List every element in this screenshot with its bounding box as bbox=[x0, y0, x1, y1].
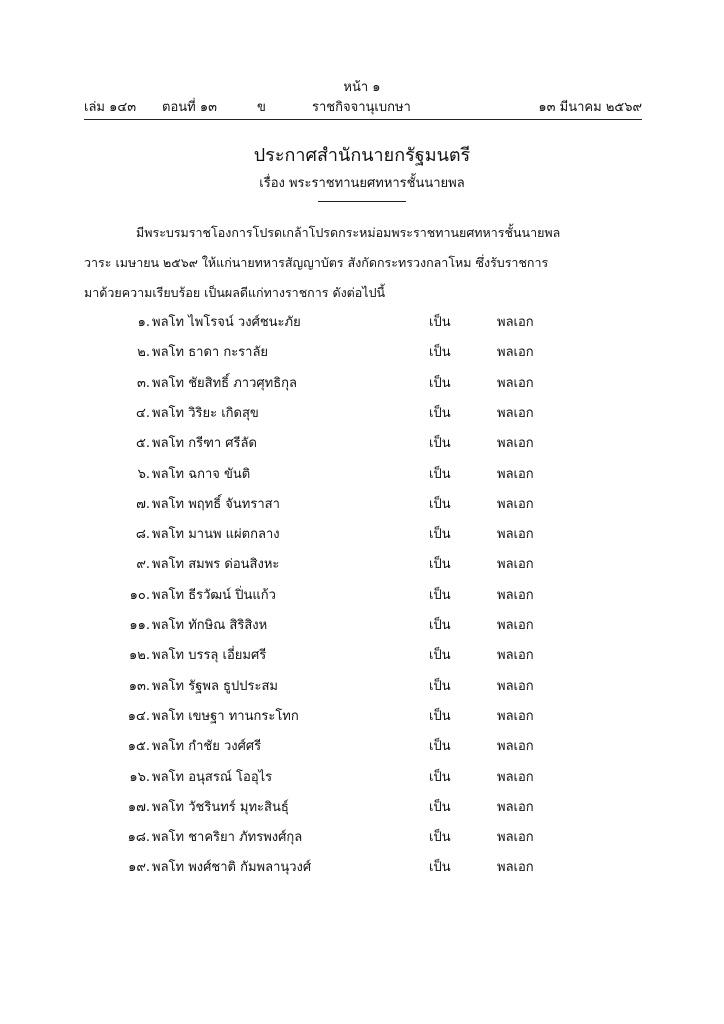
page-number: หน้า ๑ bbox=[343, 80, 381, 95]
item-number: ๗. bbox=[136, 497, 150, 512]
new-rank: พลเอก bbox=[497, 406, 534, 421]
promotion-row bbox=[0, 341, 724, 365]
new-rank: พลเอก bbox=[497, 376, 534, 391]
officer-name: พลโท วัชรินทร์ มุทะสินธุ์ bbox=[152, 800, 289, 815]
officer-name: พลโท อนุสรณ์ โออุไร bbox=[152, 770, 273, 785]
new-rank: พลเอก bbox=[497, 618, 534, 633]
new-rank: พลเอก bbox=[497, 527, 534, 542]
item-number: ๑๘. bbox=[127, 830, 150, 845]
to-become-label: เป็น bbox=[429, 648, 451, 663]
officer-name: พลโท วิริยะ เกิดสุข bbox=[152, 406, 259, 421]
officer-name: พลโท สมพร ด่อนสิงหะ bbox=[152, 557, 280, 572]
new-rank: พลเอก bbox=[497, 436, 534, 451]
item-number: ๑๒. bbox=[129, 648, 150, 663]
item-number: ๓. bbox=[136, 376, 150, 391]
item-number: ๕. bbox=[136, 436, 150, 451]
to-become-label: เป็น bbox=[429, 406, 451, 421]
officer-name: พลโท มานพ แผ่ตกลาง bbox=[152, 527, 280, 542]
item-number: ๑. bbox=[137, 315, 150, 330]
new-rank: พลเอก bbox=[497, 679, 534, 694]
item-number: ๘. bbox=[135, 527, 150, 542]
promotion-row bbox=[0, 311, 724, 335]
to-become-label: เป็น bbox=[429, 800, 451, 815]
officer-name: พลโท ชาคริยา ภัทรพงศ์กุล bbox=[152, 830, 303, 845]
promotion-row bbox=[0, 584, 724, 608]
officer-name: พลโท กรีฑา ศรีลัด bbox=[152, 436, 257, 451]
to-become-label: เป็น bbox=[429, 588, 451, 603]
item-number: ๖. bbox=[137, 467, 150, 482]
item-number: ๑๓. bbox=[128, 679, 150, 694]
promotion-row bbox=[0, 402, 724, 426]
officer-name: พลโท เขษฐา ทานกระโทก bbox=[152, 709, 299, 724]
header-divider bbox=[84, 119, 642, 120]
item-number: ๑๙. bbox=[128, 860, 150, 875]
item-number: ๑๐. bbox=[129, 588, 150, 603]
officer-name: พลโท ชัยสิทธิ์ ภาวศุทธิกุล bbox=[152, 376, 297, 391]
officer-name: พลโท ทักษิณ สิริสิงห bbox=[152, 618, 268, 633]
item-number: ๙. bbox=[136, 557, 150, 572]
gazette-header bbox=[84, 96, 642, 118]
new-rank: พลเอก bbox=[497, 830, 534, 845]
new-rank: พลเอก bbox=[497, 467, 534, 482]
to-become-label: เป็น bbox=[429, 527, 451, 542]
new-rank: พลเอก bbox=[497, 557, 534, 572]
to-become-label: เป็น bbox=[429, 497, 451, 512]
promotion-row bbox=[0, 766, 724, 790]
to-become-label: เป็น bbox=[429, 739, 451, 754]
officer-name: พลโท กำชัย วงศ์ศรี bbox=[152, 739, 262, 754]
body-line: วาระ เมษายน ๒๕๖๙ ให้แก่นายทหารสัญญาบัตร สังกัดกระทรวงกลาโหม ซึ่งรับราชการ bbox=[84, 255, 549, 270]
new-rank: พลเอก bbox=[497, 860, 534, 875]
to-become-label: เป็น bbox=[429, 618, 451, 633]
promotion-row bbox=[0, 856, 724, 880]
new-rank: พลเอก bbox=[497, 709, 534, 724]
publication-date: ๑๓ มีนาคม ๒๕๖๙ bbox=[538, 100, 642, 115]
new-rank: พลเอก bbox=[497, 345, 534, 360]
to-become-label: เป็น bbox=[429, 557, 451, 572]
new-rank: พลเอก bbox=[497, 800, 534, 815]
to-become-label: เป็น bbox=[429, 709, 451, 724]
to-become-label: เป็น bbox=[429, 679, 451, 694]
officer-name: พลโท รัฐพล ธูปประสม bbox=[152, 679, 278, 694]
new-rank: พลเอก bbox=[497, 315, 534, 330]
body-line: มาด้วยความเรียบร้อย เป็นผลดีแก่ทางราชการ ดังต่อไปนี้ bbox=[84, 285, 386, 300]
item-number: ๑๔. bbox=[127, 709, 150, 724]
new-rank: พลเอก bbox=[497, 770, 534, 785]
promotion-row bbox=[0, 553, 724, 577]
officer-name: พลโท พฤทธิ์ จันทราสา bbox=[152, 497, 280, 512]
to-become-label: เป็น bbox=[429, 345, 451, 360]
promotion-row bbox=[0, 372, 724, 396]
promotion-row bbox=[0, 796, 724, 820]
to-become-label: เป็น bbox=[429, 376, 451, 391]
promotion-row bbox=[0, 735, 724, 759]
promotion-row bbox=[0, 463, 724, 487]
officer-name: พลโท ธาดา กะราลัย bbox=[152, 345, 269, 360]
promotion-row bbox=[0, 826, 724, 850]
announcement-subject: เรื่อง พระราชทานยศทหารชั้นนายพล bbox=[259, 176, 465, 191]
section-label: ข bbox=[257, 100, 266, 115]
volume-label: เล่ม ๑๔๓ bbox=[84, 100, 137, 115]
officer-name: พลโท ธีรวัฒน์ ปิ่นแก้ว bbox=[152, 588, 276, 603]
promotion-row bbox=[0, 523, 724, 547]
item-number: ๑๗. bbox=[127, 800, 150, 815]
officer-name: พลโท พงศ์ชาติ กัมพลานุวงศ์ bbox=[152, 860, 312, 875]
announcement-body bbox=[84, 218, 642, 308]
to-become-label: เป็น bbox=[429, 436, 451, 451]
to-become-label: เป็น bbox=[429, 830, 451, 845]
body-line: มีพระบรมราชโองการโปรดเกล้าโปรดกระหม่อมพระราชทานยศทหารชั้นนายพล bbox=[136, 225, 561, 240]
promotion-row bbox=[0, 432, 724, 456]
new-rank: พลเอก bbox=[497, 648, 534, 663]
announcement-title: ประกาศสำนักนายกรัฐมนตรี bbox=[253, 145, 471, 166]
promotion-row bbox=[0, 675, 724, 699]
to-become-label: เป็น bbox=[429, 467, 451, 482]
item-number: ๔. bbox=[136, 406, 150, 421]
item-number: ๒. bbox=[137, 345, 150, 360]
to-become-label: เป็น bbox=[429, 770, 451, 785]
to-become-label: เป็น bbox=[429, 860, 451, 875]
item-number: ๑๖. bbox=[129, 770, 150, 785]
new-rank: พลเอก bbox=[497, 588, 534, 603]
to-become-label: เป็น bbox=[429, 315, 451, 330]
officer-name: พลโท ไพโรจน์ วงศ์ชนะภัย bbox=[152, 315, 301, 330]
promotion-row bbox=[0, 614, 724, 638]
gazette-name: ราชกิจจานุเบกษา bbox=[312, 100, 411, 115]
new-rank: พลเอก bbox=[497, 497, 534, 512]
promotion-row bbox=[0, 493, 724, 517]
issue-label: ตอนที่ ๑๓ bbox=[162, 100, 217, 115]
item-number: ๑๕. bbox=[127, 739, 150, 754]
officer-name: พลโท ฉกาจ ขันติ bbox=[152, 467, 251, 482]
officer-name: พลโท บรรลุ เอี่ยมศรี bbox=[152, 648, 267, 663]
item-number: ๑๑. bbox=[129, 618, 150, 633]
new-rank: พลเอก bbox=[497, 739, 534, 754]
title-divider bbox=[318, 201, 406, 202]
promotion-row bbox=[0, 705, 724, 729]
promotion-row bbox=[0, 644, 724, 668]
